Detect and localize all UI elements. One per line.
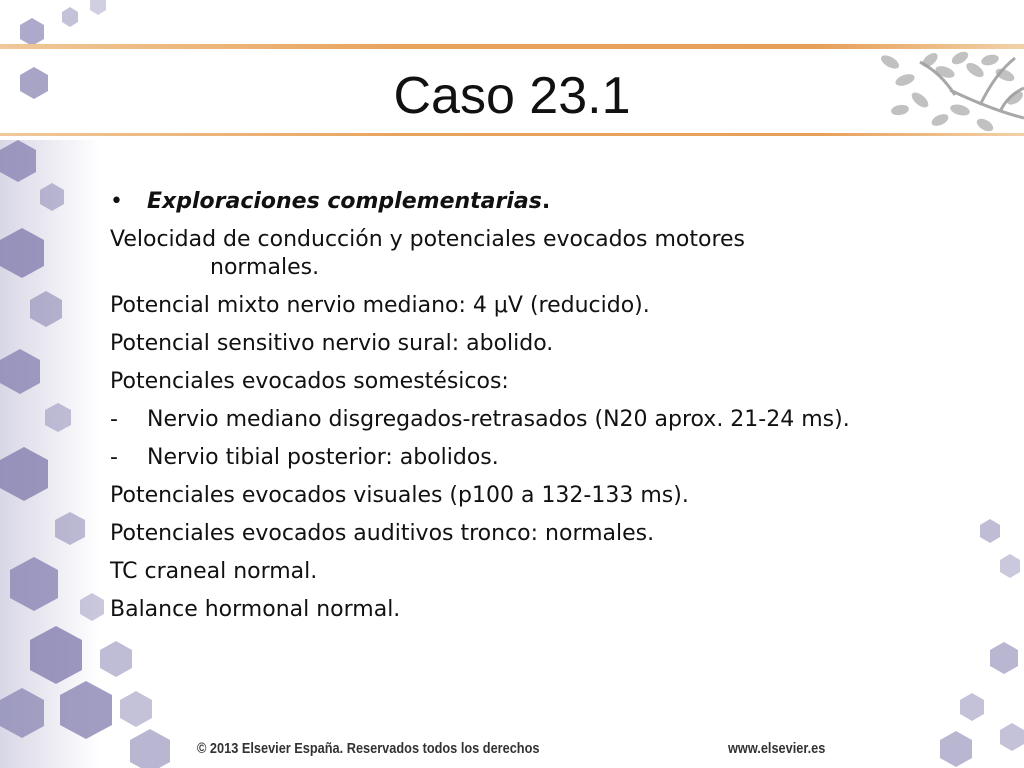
- body-line-1b: normales.: [210, 255, 320, 280]
- heading-text: Exploraciones complementarias: [147, 189, 542, 214]
- dash-marker: -: [110, 445, 118, 470]
- body-line-4: Potenciales evocados somestésicos:: [110, 369, 509, 394]
- dash-marker: -: [110, 407, 118, 432]
- top-orange-rule: [0, 44, 1024, 49]
- bullet-marker: •: [110, 189, 123, 214]
- body-line-2: Potencial mixto nervio mediano: 4 μV (reducido).: [110, 293, 650, 318]
- body-line-7: Potenciales evocados visuales (p100 a 132-133 ms).: [110, 483, 689, 508]
- slide-body: [110, 183, 990, 629]
- footer-copyright: © 2013 Elsevier España. Reservados todos los derechos: [197, 740, 540, 757]
- body-line-8: Potenciales evocados auditivos tronco: normales.: [110, 521, 655, 546]
- footer-url: www.elsevier.es: [728, 740, 826, 757]
- body-line-9: TC craneal normal.: [110, 559, 318, 584]
- body-line-1: [110, 226, 990, 282]
- slide-title: Caso 23.1: [393, 67, 631, 125]
- dash-item-2: [110, 439, 990, 477]
- heading-period: .: [541, 189, 551, 214]
- heading-item: [110, 183, 990, 221]
- body-line-10: Balance hormonal normal.: [110, 597, 401, 622]
- dash-item-2-text: Nervio tibial posterior: abolidos.: [147, 445, 499, 470]
- body-line-1a: Velocidad de conducción y potenciales evocados motores: [110, 227, 746, 252]
- body-line-3: Potencial sensitivo nervio sural: abolido.: [110, 331, 554, 356]
- dash-item-1: [110, 401, 990, 439]
- dash-item-1-text: Nervio mediano disgregados-retrasados (N20 aprox. 21-24 ms).: [147, 407, 850, 432]
